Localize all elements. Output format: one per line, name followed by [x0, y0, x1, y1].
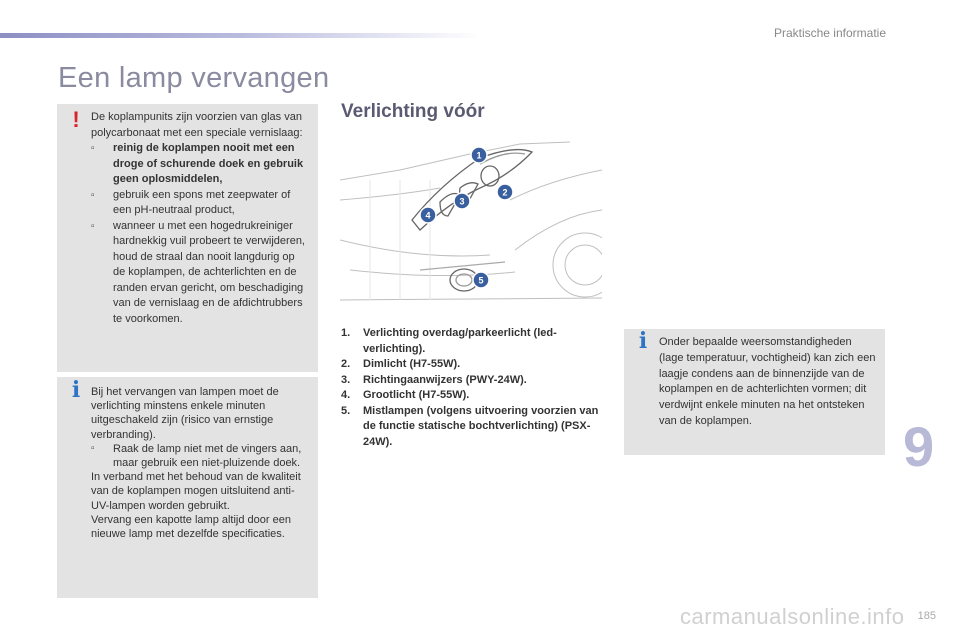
- page-number: 185: [917, 610, 936, 622]
- legend-text: Mistlampen (volgens uitvoering voorzien van de functie statische bochtverlichting) (PSX-24W).: [363, 404, 599, 448]
- info-box-right: [624, 329, 885, 455]
- warning-bullet-3: ▫ wanneer u met een hogedrukreiniger hardnekkig vuil probeert te verwijderen, houd de straal dan nooit langdurig op de koplampen, de achterlichten en de randen ervan gericht, om beschadiging van de vernislaag en de afdichtrubbers te voorkomen.: [91, 219, 308, 328]
- section-heading: Verlichting vóór: [341, 101, 485, 122]
- info-left-para-3: Vervang een kapotte lamp altijd door een nieuwe lamp met dezelfde specificaties.: [91, 513, 291, 541]
- chapter-number: 9: [903, 415, 935, 478]
- warning-exclamation-icon: !: [72, 107, 80, 132]
- legend-item: [341, 357, 601, 373]
- legend-text: Grootlicht (H7-55W).: [363, 389, 470, 401]
- header-accent-bar: [0, 33, 480, 38]
- info-icon: i: [71, 377, 81, 403]
- legend-item: [341, 373, 601, 389]
- info-right-text: Onder bepaalde weersomstandigheden (lage temperatuur, vochtigheid) kan zich een laagje condens aan de binnenzijde van de koplampen en de achterlichten vormen; dit verdwijnt enkele minuten na het ontsteken van de koplampen.: [659, 336, 876, 427]
- front-lights-illustration: [340, 140, 602, 312]
- legend-num: 4.: [341, 389, 351, 401]
- legend-item: [341, 326, 601, 357]
- info-icon: i: [638, 328, 648, 354]
- legend-num: 2.: [341, 358, 351, 370]
- legend-list: [341, 326, 601, 450]
- legend-text: Richtingaanwijzers (PWY-24W).: [363, 373, 527, 386]
- callout-label-5: 5: [478, 275, 484, 286]
- warning-box: [57, 104, 318, 372]
- section-title: Praktische informatie: [773, 26, 886, 40]
- info-left-bullet: ▫ Raak de lamp niet met de vingers aan, maar gebruik een niet-pluizende doek.: [91, 442, 308, 470]
- legend-num: 5.: [341, 404, 351, 417]
- info-left-intro: Bij het vervangen van lampen moet de verlichting minstens enkele minuten uitgeschakeld zijn (risico van ernstige verbranding).: [91, 386, 279, 441]
- legend-text: Dimlicht (H7-55W).: [363, 358, 461, 370]
- info-box-left: [57, 377, 318, 598]
- warning-bullet-1: ▫ reinig de koplampen nooit met een droge of schurende doek en gebruik geen oplosmiddelen,: [91, 141, 308, 188]
- watermark: carmanualsonline.info: [680, 604, 905, 629]
- callout-label-2: 2: [502, 187, 508, 198]
- info-left-para-2: In verband met het behoud van de kwaliteit van de koplampen mogen uitsluitend anti-UV-lampen worden gebruikt.: [91, 471, 301, 512]
- legend-item: [341, 404, 601, 451]
- page-title: Een lamp vervangen: [58, 62, 330, 94]
- warning-intro: De koplampunits zijn voorzien van glas van polycarbonaat met een speciale vernislaag:: [91, 111, 303, 139]
- legend-item: [341, 388, 601, 404]
- callout-label-1: 1: [476, 150, 482, 161]
- legend-text: Verlichting overdag/parkeerlicht (led-verlichting).: [363, 327, 557, 355]
- legend-num: 1.: [341, 327, 351, 339]
- callout-label-4: 4: [425, 210, 431, 221]
- warning-bullet-2: ▫ gebruik een spons met zeepwater of een pH-neutraal product,: [91, 188, 308, 219]
- legend-num: 3.: [341, 373, 351, 386]
- callout-label-3: 3: [459, 196, 465, 207]
